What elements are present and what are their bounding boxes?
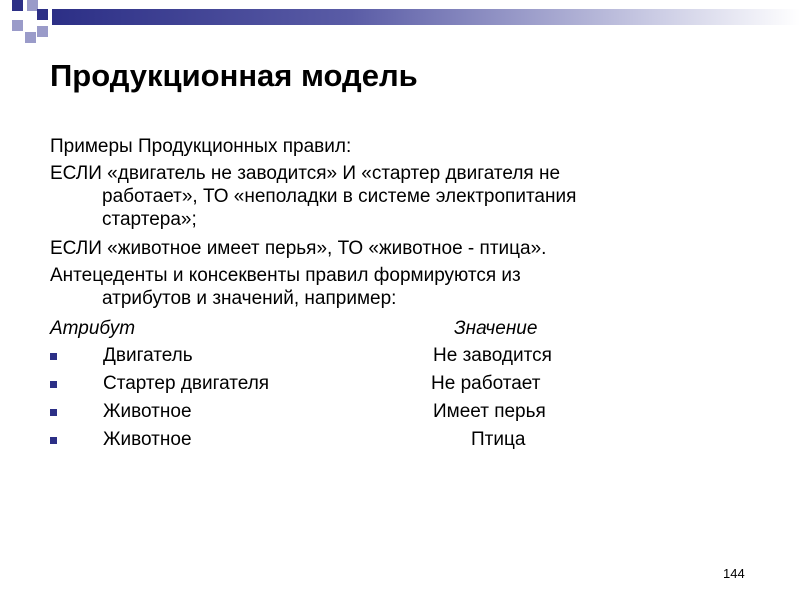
rule1-line3: стартера»; [102, 209, 197, 230]
header-gradient-bar [52, 9, 800, 25]
rule2-text: ЕСЛИ «животное имеет перья», ТО «животное - птица». [50, 238, 547, 259]
row-attribute: Животное [103, 429, 192, 450]
antecedents-line1: Антецеденты и консеквенты правил формируются из [50, 265, 521, 286]
row-attribute: Животное [103, 401, 192, 422]
row-value: Не работает [431, 373, 541, 394]
decor-square-4 [12, 20, 23, 31]
row-value: Птица [471, 429, 526, 450]
rule1-line2: работает», ТО «неполадки в системе электропитания [102, 186, 577, 207]
rule1-line1: ЕСЛИ «двигатель не заводится» И «стартер двигателя не [50, 163, 561, 184]
bullet-icon [50, 353, 57, 360]
value-column-header: Значение [454, 318, 538, 339]
bullet-icon [50, 437, 57, 444]
decor-square-6 [37, 26, 48, 37]
antecedents-line2: атрибутов и значений, например: [102, 288, 397, 309]
row-value: Имеет перья [433, 401, 546, 422]
decor-square-3 [37, 9, 48, 20]
decor-square-5 [25, 32, 36, 43]
bullet-icon [50, 381, 57, 388]
attribute-column-header: Атрибут [50, 318, 136, 339]
bullet-icon [50, 409, 57, 416]
slide-title: Продукционная модель [50, 58, 418, 93]
intro-text: Примеры Продукционных правил: [50, 136, 352, 157]
decor-square-1 [12, 0, 23, 11]
row-attribute: Двигатель [103, 345, 193, 366]
row-value: Не заводится [433, 345, 552, 366]
row-attribute: Стартер двигателя [103, 373, 270, 394]
page-number: 144 [723, 566, 745, 581]
